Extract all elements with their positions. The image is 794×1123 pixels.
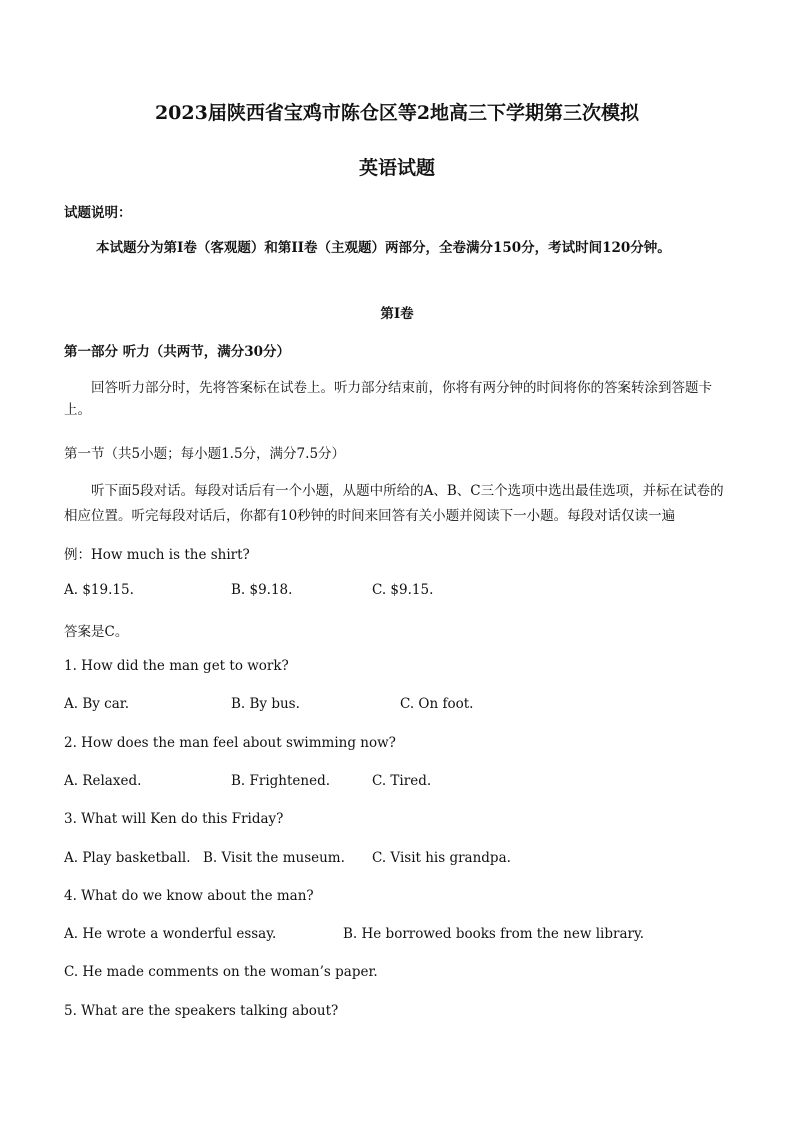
question-4-option-a: A. He wrote a wonderful essay. <box>64 926 277 942</box>
section1-intro: 听下面5段对话。每段对话后有一个小题，从题中所给的A、B、C三个选项中选出最佳选项，并标在试卷的相应位置。听完每段对话后，你都有10秒钟的时间来回答有关小题并阅读下一小题。每段对话仅读一遍 <box>64 483 724 524</box>
question-2: 2. How does the man feel about swimming now? <box>64 735 396 751</box>
question-1: 1. How did the man get to work? <box>64 658 289 674</box>
part1-intro: 回答听力部分时，先将答案标在试卷上。听力部分结束前，你将有两分钟的时间将你的答案转涂到答题卡上。 <box>64 380 712 418</box>
question-1-option-a: A. By car. <box>64 696 130 712</box>
question-5: 5. What are the speakers talking about? <box>64 1003 339 1019</box>
example-answer: 答案是C。 <box>64 624 129 640</box>
question-2-option-c: C. Tired. <box>372 773 432 789</box>
example-option-c: C. $9.15. <box>372 582 434 598</box>
instructions-body: 本试题分为第I卷（客观题）和第II卷（主观题）两部分，全卷满分150分，考试时间120分钟。 <box>96 240 671 256</box>
question-3: 3. What will Ken do this Friday? <box>64 811 284 827</box>
example-question: 例：How much is the shirt? <box>64 547 250 563</box>
instructions-heading: 试题说明： <box>64 205 132 221</box>
question-4-option-c: C. He made comments on the woman’s paper. <box>64 964 378 980</box>
question-3-option-c: C. Visit his grandpa. <box>372 850 511 866</box>
example-option-a: A. $19.15. <box>64 582 134 598</box>
question-3-option-a: A. Play basketball. <box>64 850 191 866</box>
section1-heading: 第一节（共5小题；每小题1.5分，满分7.5分） <box>64 446 346 462</box>
question-4-option-b: B. He borrowed books from the new library. <box>343 926 645 942</box>
part1-heading: 第一部分 听力（共两节，满分30分） <box>64 344 290 360</box>
exam-subtitle: 英语试题 <box>358 157 435 179</box>
question-2-option-b: B. Frightened. <box>231 773 331 789</box>
volume-label: 第I卷 <box>380 306 414 322</box>
question-1-option-b: B. By bus. <box>231 696 300 712</box>
exam-title: 2023届陕西省宝鸡市陈仓区等2地高三下学期第三次模拟 <box>154 102 640 124</box>
example-option-b: B. $9.18. <box>231 582 293 598</box>
question-3-option-b: B. Visit the museum. <box>203 850 345 866</box>
question-1-option-c: C. On foot. <box>400 696 474 712</box>
question-4: 4. What do we know about the man? <box>64 888 314 904</box>
question-2-option-a: A. Relaxed. <box>64 773 142 789</box>
